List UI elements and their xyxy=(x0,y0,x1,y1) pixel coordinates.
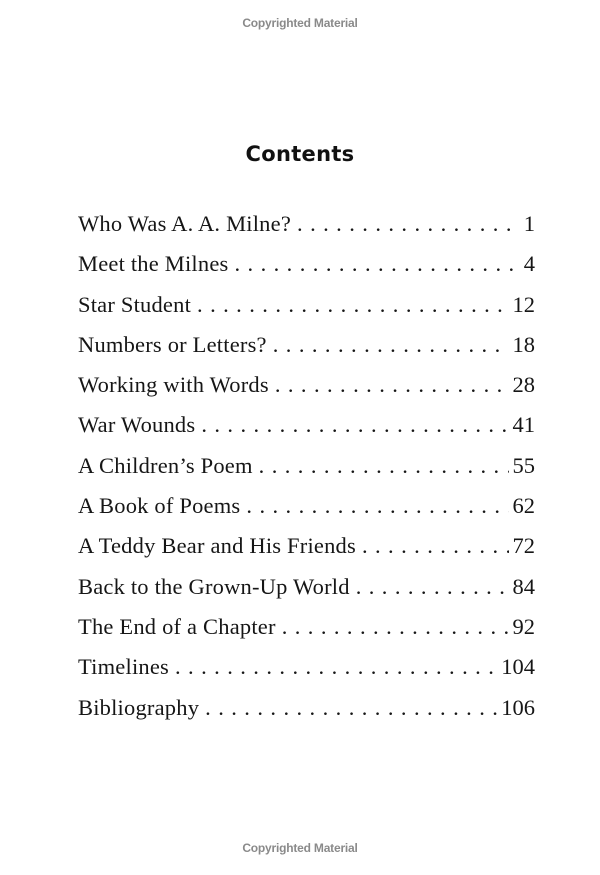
toc-entry-page: 104 xyxy=(501,654,535,680)
dot-leader xyxy=(275,372,509,398)
toc-entry[interactable] xyxy=(78,332,535,372)
toc-entry-title: Who Was A. A. Milne? xyxy=(78,211,292,236)
toc-entry-title: Working with Words xyxy=(78,372,269,398)
dot-leader xyxy=(273,332,509,358)
dot-leader xyxy=(197,292,508,318)
toc-entry-title: Back to the Grown-Up World xyxy=(78,573,350,599)
toc-entry-page: 41 xyxy=(512,412,535,438)
dot-leader xyxy=(362,533,509,559)
dot-leader xyxy=(259,453,509,479)
toc-entry-page: 106 xyxy=(501,694,535,720)
toc-entry[interactable] xyxy=(78,372,535,412)
toc-entry-page: 1 xyxy=(523,211,535,236)
dot-leader xyxy=(205,695,497,721)
toc-entry[interactable] xyxy=(78,533,535,573)
toc-entry-title: A Book of Poems xyxy=(78,493,241,519)
toc-entry-page: 84 xyxy=(512,573,535,599)
copyright-watermark-top: Copyrighted Material xyxy=(242,16,358,30)
toc-entry-title: Meet the Milnes xyxy=(78,251,229,277)
page-title: Contents xyxy=(245,142,355,166)
toc-entry-page: 62 xyxy=(512,493,535,519)
toc-entry-page: 92 xyxy=(512,613,535,639)
toc-entry[interactable] xyxy=(78,412,535,452)
toc-entry-title: War Wounds xyxy=(78,412,196,438)
toc-entry-page: 72 xyxy=(512,533,535,559)
toc-entry[interactable] xyxy=(78,453,535,493)
toc-entry-page: 4 xyxy=(523,251,535,277)
toc-entry-title: Star Student xyxy=(78,291,192,317)
dot-leader xyxy=(246,493,508,519)
toc-entry[interactable] xyxy=(78,292,535,332)
toc-entry[interactable] xyxy=(78,211,535,251)
dot-leader xyxy=(356,574,509,600)
toc-entry-page: 12 xyxy=(512,291,535,317)
dot-leader xyxy=(175,654,497,680)
toc-entry[interactable] xyxy=(78,574,535,614)
dot-leader xyxy=(297,211,520,237)
toc-entry-title: A Children’s Poem xyxy=(78,452,253,478)
dot-leader xyxy=(234,251,519,277)
toc-entry-title: Numbers or Letters? xyxy=(78,331,267,357)
toc-entry-page: 55 xyxy=(512,452,535,478)
dot-leader xyxy=(201,412,508,438)
copyright-watermark-bottom: Copyrighted Material xyxy=(242,841,358,855)
toc-entry-title: Bibliography xyxy=(78,694,200,720)
toc-entry-title: A Teddy Bear and His Friends xyxy=(78,533,356,559)
toc-entry-title: Timelines xyxy=(78,654,169,680)
toc-entry[interactable] xyxy=(78,614,535,654)
toc-entry[interactable] xyxy=(78,251,535,291)
table-of-contents xyxy=(78,211,535,735)
toc-entry-page: 28 xyxy=(512,372,535,398)
toc-entry[interactable] xyxy=(78,493,535,533)
dot-leader xyxy=(282,614,509,640)
toc-entry-page: 18 xyxy=(512,331,535,357)
toc-entry[interactable] xyxy=(78,695,535,735)
toc-entry[interactable] xyxy=(78,654,535,694)
toc-entry-title: The End of a Chapter xyxy=(78,613,276,639)
